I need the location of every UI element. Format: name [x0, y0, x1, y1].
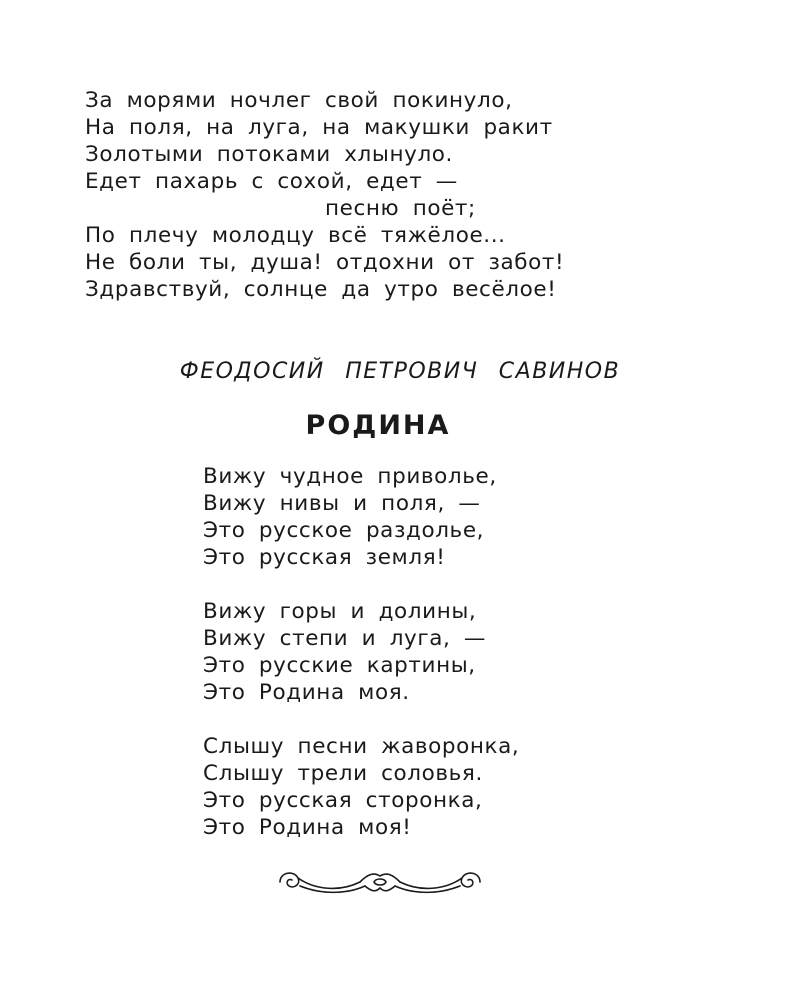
poem-line: Это русские картины,	[203, 653, 476, 678]
poem-body	[203, 463, 623, 868]
poem-line: Здравствуй, солнце да утро весёлое!	[85, 277, 557, 302]
poem-line: По плечу молодцу всё тяжёлое...	[85, 223, 506, 248]
poem-line: Вижу чудное приволье,	[203, 464, 497, 489]
stanza	[203, 598, 623, 706]
poem-line: Это Родина моя!	[203, 815, 412, 840]
previous-poem-ending	[85, 87, 725, 303]
poem-line: Это русское раздолье,	[203, 518, 485, 543]
flourish-ornament-icon	[270, 862, 490, 902]
poem-line-continuation: песню поёт;	[325, 196, 476, 221]
poem-line: Это Родина моя.	[203, 680, 410, 705]
poem-line: Слышу песни жаворонка,	[203, 734, 520, 759]
stanza	[203, 463, 623, 571]
poem-title: РОДИНА	[305, 410, 451, 441]
poem-line: Вижу горы и долины,	[203, 599, 477, 624]
poem-line: За морями ночлег свой покинуло,	[85, 88, 513, 113]
poem-line: Не боли ты, душа! отдохни от забот!	[85, 250, 565, 275]
stanza	[203, 733, 623, 841]
poem-line: Это русская сторонка,	[203, 788, 483, 813]
poem-line: На поля, на луга, на макушки ракит	[85, 115, 553, 140]
poem-line: Вижу степи и луга, —	[203, 626, 486, 651]
poem-line: Едет пахарь с сохой, едет —	[85, 169, 458, 194]
poem-line: Слышу трели соловья.	[203, 761, 483, 786]
poem-line: Золотыми потоками хлынуло.	[85, 142, 453, 167]
poem-line: Вижу нивы и поля, —	[203, 491, 481, 516]
poem-line: Это русская земля!	[203, 545, 446, 570]
author-name: ФЕОДОСИЙ ПЕТРОВИЧ САВИНОВ	[179, 359, 621, 384]
